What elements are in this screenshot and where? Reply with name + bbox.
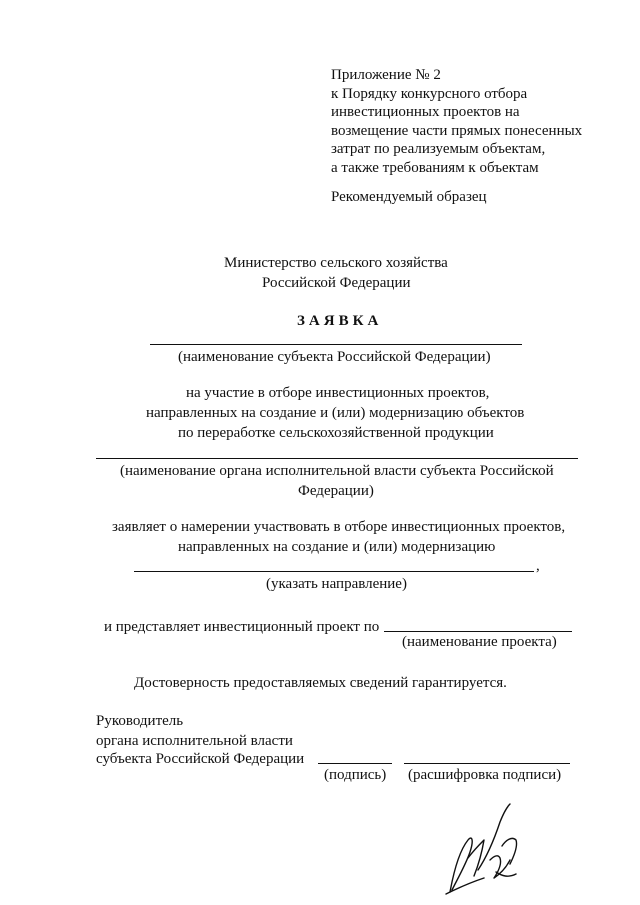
appendix-line: затрат по реализуемым объектам,: [331, 141, 546, 157]
head-line-1: Руководитель: [96, 713, 184, 729]
intent-line-1: заявляет о намерении участвовать в отборе инвестиционных проектов,: [112, 519, 566, 535]
project-text: и представляет инвестиционный проект по: [104, 619, 380, 635]
handwritten-signature: [438, 800, 528, 900]
project-fill-line[interactable]: [384, 631, 572, 632]
signature-fill-line[interactable]: [318, 763, 392, 764]
appendix-line: возмещение части прямых понесенных: [331, 122, 583, 139]
recommended-sample-label: Рекомендуемый образец: [331, 189, 487, 205]
signature-caption: (подпись): [324, 767, 387, 783]
subject-caption: (наименование субъекта Российской Федерации): [178, 349, 491, 365]
subject-fill-line[interactable]: [150, 344, 522, 345]
head-line-3: субъекта Российской Федерации: [96, 751, 305, 767]
ministry-line-1: Министерство сельского хозяйства: [224, 255, 448, 271]
authority-caption-line-1: (наименование органа исполнительной власти субъекта Российской: [120, 463, 554, 479]
appendix-line: инвестиционных проектов на: [331, 104, 520, 120]
direction-fill-line[interactable]: [134, 571, 534, 572]
ministry-line-2: Российской Федерации: [262, 275, 411, 291]
authority-caption-line-2: Федерации): [298, 483, 374, 499]
appendix-line: а также требованиям к объектам: [331, 159, 539, 176]
intent-line-2: направленных на создание и (или) модернизацию: [178, 539, 496, 555]
head-line-2: органа исполнительной власти: [96, 733, 293, 749]
participation-line-3: по переработке сельскохозяйственной продукции: [178, 425, 494, 441]
decode-caption: (расшифровка подписи): [408, 767, 562, 783]
direction-comma: ,: [536, 558, 540, 574]
appendix-line: Приложение № 2: [331, 67, 441, 83]
appendix-line: к Порядку конкурсного отбора: [331, 85, 528, 102]
document-title: ЗАЯВКА: [297, 313, 383, 329]
project-caption: (наименование проекта): [402, 634, 557, 650]
decode-fill-line[interactable]: [404, 763, 570, 764]
guarantee-statement: Достоверность предоставляемых сведений гарантируется.: [134, 675, 507, 691]
direction-caption: (указать направление): [266, 576, 407, 592]
authority-fill-line[interactable]: [96, 458, 578, 459]
participation-line-1: на участие в отборе инвестиционных проектов,: [186, 385, 490, 401]
participation-line-2: направленных на создание и (или) модернизацию объектов: [146, 405, 525, 421]
appendix-header: [331, 66, 621, 177]
